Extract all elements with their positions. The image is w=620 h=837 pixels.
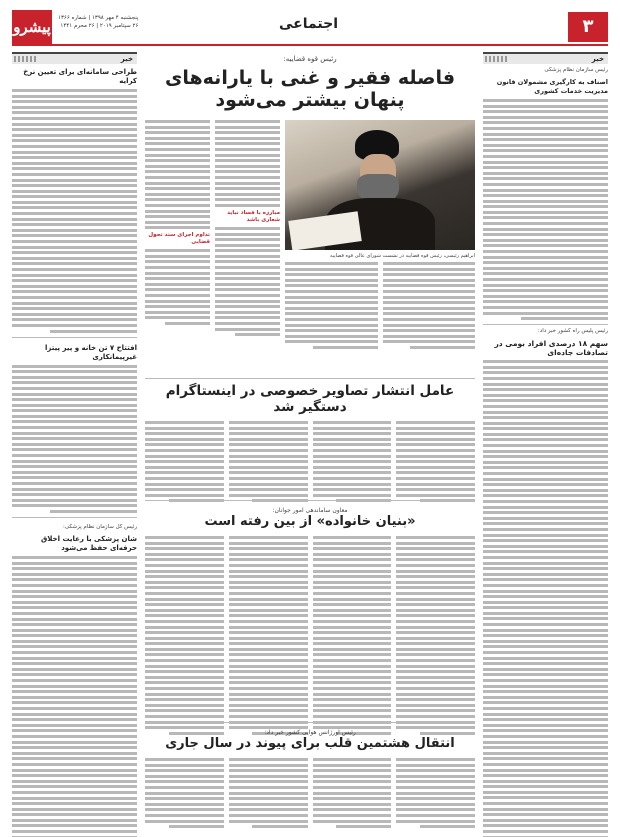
story-headline: اصناف به کارگیری مشمولان قانون مدیریت خدمات کشوری [496,78,608,95]
story-body [12,89,137,333]
date-line-gregorian: ۲۶ سپتامبر ۲۰۱۹ | ۲۶ محرم ۱۴۴۱ [60,23,139,29]
date-line-persian: پنجشنبه ۴ مهر ۱۳۹۸ | شماره ۱۳۶۶ [58,15,139,21]
main-story-body-continued [285,262,475,352]
story-headline: طراحی سامانه‌ای برای تعیین نرخ کرایه [23,68,137,85]
story3 [145,500,475,737]
news-bar-left: خبر [12,52,137,64]
main-story-body [145,120,280,339]
story-kicker: رئیس سازمان نظام پزشکی [544,67,608,73]
story-body [12,556,137,837]
main-headline: فاصله فقیر و غنی با یارانه‌های پنهان بیشتر می‌شود [164,67,456,111]
newspaper-logo: پیشرو [12,10,52,44]
page-header [12,10,608,46]
main-kicker: رئیس قوه قضاییه: [283,55,337,63]
news-bar-right: خبر [483,52,608,64]
story4 [145,722,475,831]
story3-kicker: معاون ساماندهی امور جوانان: [272,507,348,514]
story-kicker: رئیس پلیس راه کشور خبر داد: [537,328,608,335]
story-headline: سهم ۱۸ درصدی افراد بومی در تصادفات جاده‌ای [494,339,608,358]
story2-headline: عامل انتشار تصاویر خصوصی در اینستاگرام دستگیر شد [165,383,455,415]
section-title: اجتماعی [279,16,338,32]
page-number: ۳ [568,12,608,42]
main-photo [285,120,475,250]
story-headline: افتتاح ۷ تن خانه و پیر پیتزا غیرپیمانکاری [44,343,137,361]
date-info [58,14,138,30]
story-body [12,365,137,513]
story-body [483,99,608,320]
story-body [483,360,608,837]
right-column [483,52,608,825]
photo-caption: ابراهیم رئیسی، رئیس قوه قضاییه در نشست شورای عالی قوه قضاییه [330,253,475,259]
story4-kicker: رئیس اورژانس هوایی کشور خبر داد: [264,729,356,736]
story4-headline: انتقال هشتمین قلب برای پیوند در سال جاری [165,736,455,751]
story2 [145,378,475,505]
story-headline: شان پزشکی با رعایت اخلاق حرفه‌ای حفظ می‌شود [40,534,137,552]
story3-headline: «بنیان خانواده» از بین رفته است [204,514,416,529]
main-subhead: تداوم اجرای سند تحول قضایی [148,232,210,246]
main-subhead: مبارزه با فساد نباید شعاری باشد [227,209,280,223]
story-kicker: رئیس کل سازمان نظام پزشکی: [62,523,137,530]
left-column [12,52,137,825]
